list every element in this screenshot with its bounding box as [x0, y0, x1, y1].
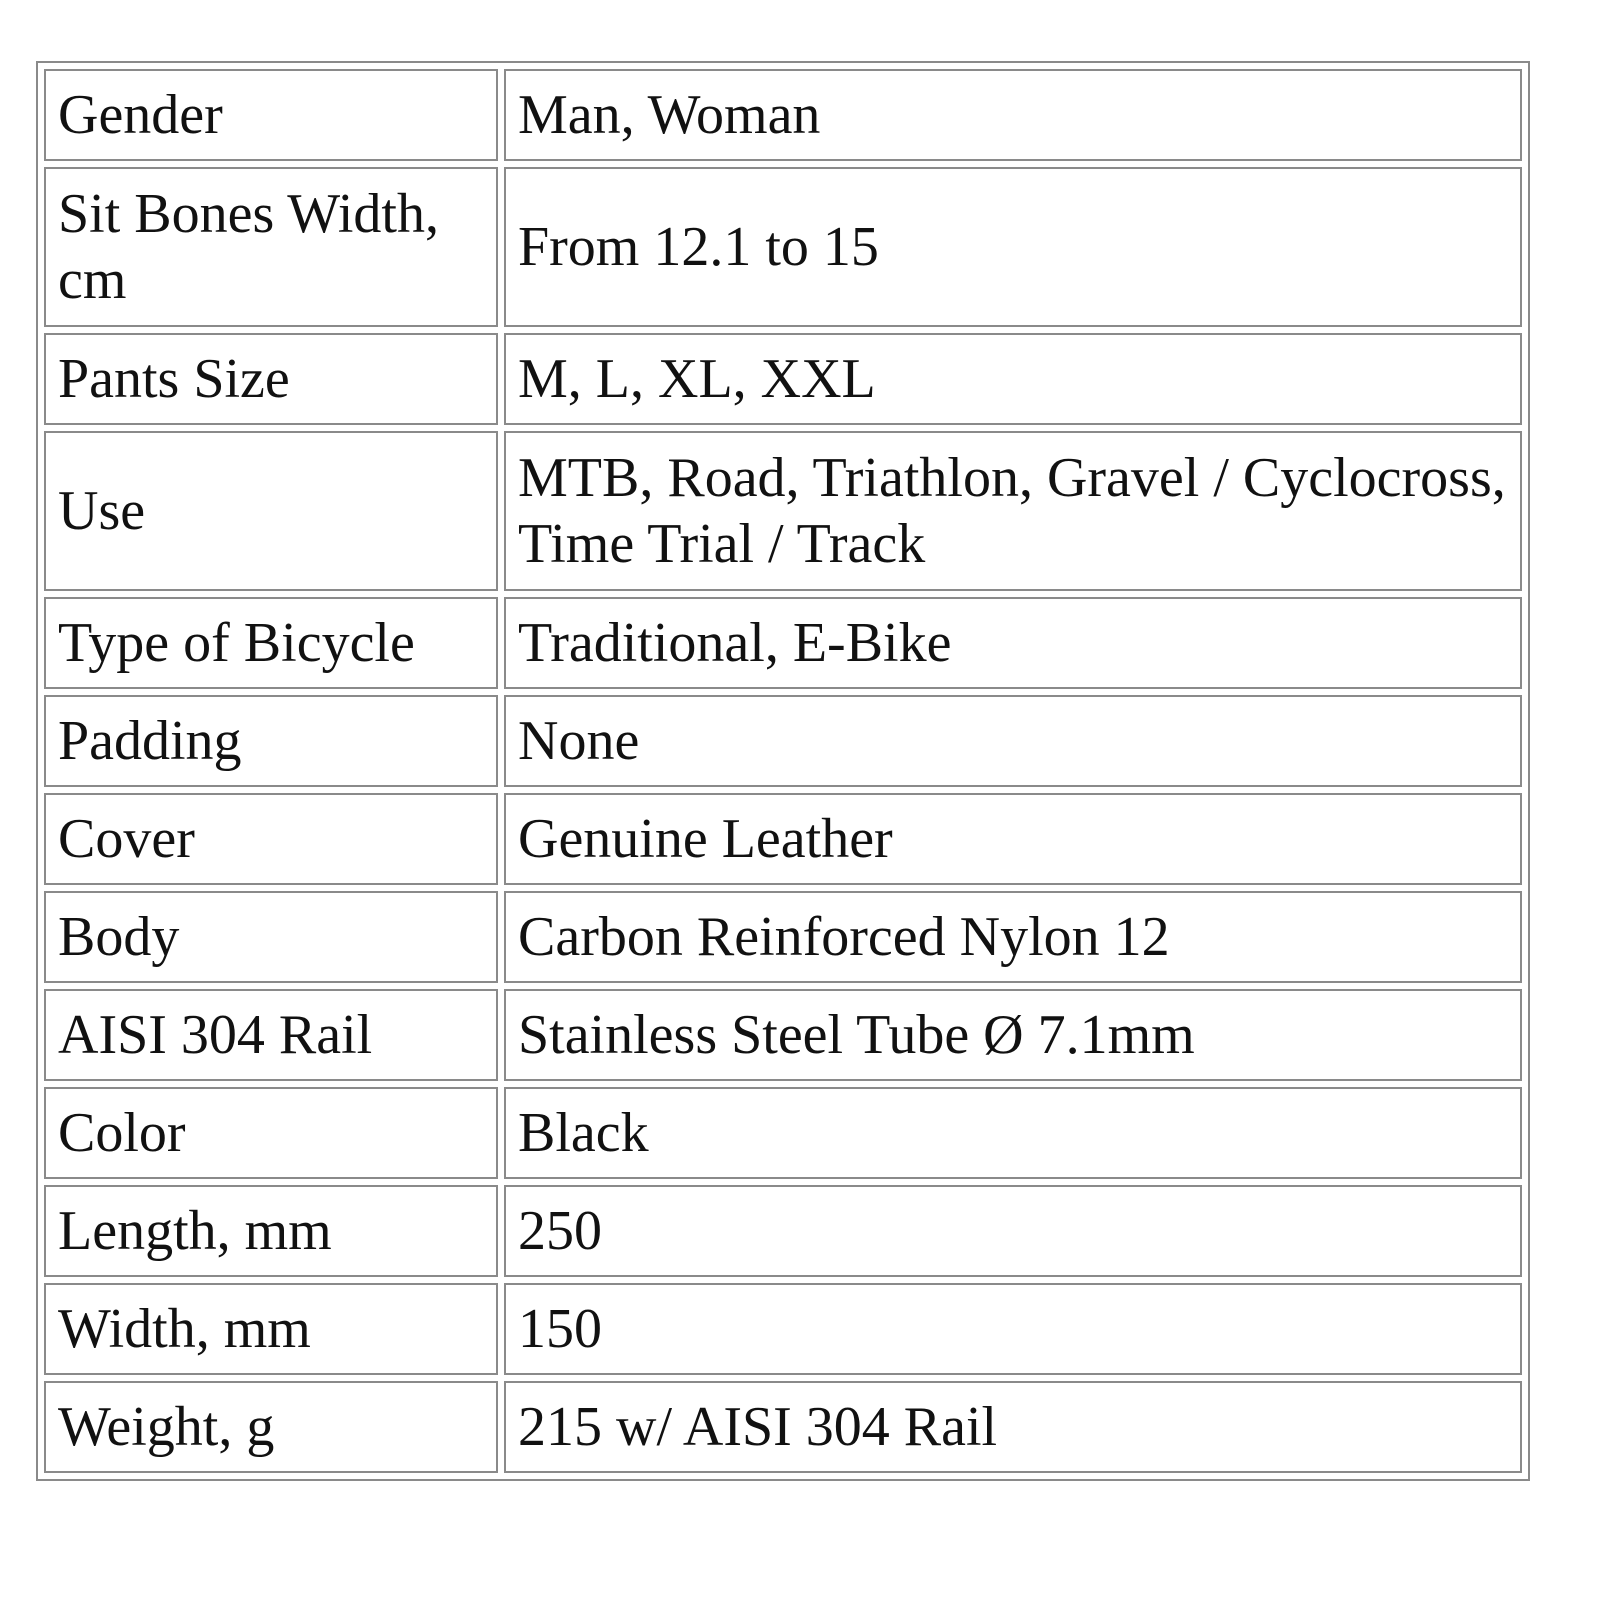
row-label: Body [44, 891, 498, 983]
row-value: Stainless Steel Tube Ø 7.1mm [504, 989, 1522, 1081]
row-value: Man, Woman [504, 69, 1522, 161]
row-value: M, L, XL, XXL [504, 333, 1522, 425]
row-value: Genuine Leather [504, 793, 1522, 885]
table-row-padding [44, 695, 1522, 787]
table-row-body [44, 891, 1522, 983]
table-row-length [44, 1185, 1522, 1277]
row-value: Carbon Reinforced Nylon 12 [504, 891, 1522, 983]
row-value: MTB, Road, Triathlon, Gravel / Cyclocross, Time Trial / Track [504, 431, 1522, 591]
row-label: Cover [44, 793, 498, 885]
row-value: Black [504, 1087, 1522, 1179]
table-row-type-of-bicycle [44, 597, 1522, 689]
table-row-sit-bones-width [44, 167, 1522, 327]
table-row-color [44, 1087, 1522, 1179]
row-value: None [504, 695, 1522, 787]
row-label: Color [44, 1087, 498, 1179]
row-value: 215 w/ AISI 304 Rail [504, 1381, 1522, 1473]
row-label: Width, mm [44, 1283, 498, 1375]
row-value: 250 [504, 1185, 1522, 1277]
table-row-cover [44, 793, 1522, 885]
table-row-weight [44, 1381, 1522, 1473]
spec-table-body [44, 69, 1522, 1473]
row-label: Weight, g [44, 1381, 498, 1473]
row-value: 150 [504, 1283, 1522, 1375]
table-row-pants-size [44, 333, 1522, 425]
row-label: Length, mm [44, 1185, 498, 1277]
row-value: Traditional, E-Bike [504, 597, 1522, 689]
row-value: From 12.1 to 15 [504, 167, 1522, 327]
spec-table [36, 61, 1530, 1481]
row-label: Pants Size [44, 333, 498, 425]
row-label: Type of Bicycle [44, 597, 498, 689]
table-row-use [44, 431, 1522, 591]
row-label: Gender [44, 69, 498, 161]
table-row-gender [44, 69, 1522, 161]
table-row-width [44, 1283, 1522, 1375]
row-label: Padding [44, 695, 498, 787]
row-label: Sit Bones Width, cm [44, 167, 498, 327]
row-label: Use [44, 431, 498, 591]
row-label: AISI 304 Rail [44, 989, 498, 1081]
table-row-rail [44, 989, 1522, 1081]
